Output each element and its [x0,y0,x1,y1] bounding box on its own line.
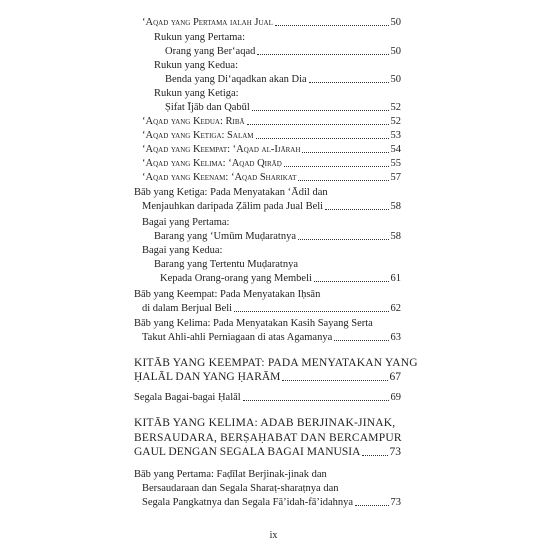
toc-entry-title: GAUL DENGAN SEGALA BAGAI MANUSIA [134,446,361,458]
toc-entry-kitab-5[interactable] [134,445,401,459]
toc-page-number: 63 [390,332,401,343]
toc-entry-aqad-2[interactable] [142,115,401,128]
toc-entry-title: ‘Aqad yang Pertama ialah Jual [142,17,273,28]
dot-leader [243,399,389,401]
toc-page-number: 52 [390,102,401,113]
toc-entry-bab-4[interactable] [142,302,401,315]
dot-leader [362,454,387,456]
toc-page-number: 69 [390,392,401,403]
dot-leader [355,504,388,506]
toc-page-number: 58 [390,201,401,212]
toc-entry-title: Kepada Orang-orang yang Membeli [160,273,312,284]
dot-leader [298,179,388,181]
dot-leader [257,53,388,55]
toc-entry-bab-5[interactable] [142,331,401,344]
toc-entry-title: ḤALĀL DAN YANG ḤARĀM [134,371,281,383]
toc-subheading-bagai-1: Bagai yang Pertama: [142,217,230,228]
toc-entry-title: Benda yang Di‘aqadkan akan Dia [165,74,307,85]
toc-entry-title: Barang yang ‘Umūm Muḍaratnya [154,231,297,242]
toc-entry-title: ‘Aqad yang Kedua: Ribā [142,116,245,127]
toc-subheading-rukun-1: Rukun yang Pertama: [154,32,245,43]
toc-entry-title: di dalam Berjual Beli [142,303,233,314]
dot-leader [252,109,389,111]
toc-entry-orang-beraqad[interactable] [165,45,401,58]
toc-subheading-rukun-3: Rukun yang Ketiga: [154,88,239,99]
toc-entry-title: Segala Pangkatnya dan Segala Fā’idah-fā’idahnya [142,497,354,508]
toc-entry-title: ‘Aqad yang Keempat: ‘Aqad al-Ijārah [142,144,301,155]
toc-entry-bab-3-line-1: Bāb yang Ketiga: Pada Menyatakan ‘Ādil dan [134,187,328,198]
toc-entry-kitab-4[interactable] [134,370,401,384]
toc-entry-aqad-4[interactable] [142,143,401,156]
toc-page-number: 52 [390,116,401,127]
dot-leader [247,123,389,125]
toc-subheading-bagai-2: Bagai yang Kedua: [142,245,223,256]
dot-leader [302,151,388,153]
toc-entry-aqad-1[interactable] [142,16,401,29]
dot-leader [282,379,387,381]
toc-kitab-5-line-2: BERSAUDARA, BERṢAḤABAT DAN BERCAMPUR [134,432,402,444]
dot-leader [314,280,389,282]
toc-entry-title: ‘Aqad yang Keenam: ‘Aqad Sharikat [142,172,297,183]
toc-entry-segala-halal[interactable] [134,391,401,404]
toc-entry-sifat-ijab[interactable] [165,101,401,114]
toc-entry-bab-1[interactable] [142,496,401,509]
dot-leader [298,238,388,240]
toc-page-number: 50 [390,74,401,85]
dot-leader [256,137,389,139]
toc-entry-aqad-3[interactable] [142,129,401,142]
toc-entry-aqad-5[interactable] [142,157,401,170]
toc-page-number: 50 [390,17,401,28]
toc-entry-bab-3[interactable] [142,200,401,213]
toc-page-number: 67 [389,371,401,383]
dot-leader [275,24,389,26]
toc-entry-title: ‘Aqad yang Kelima: ‘Aqad Qirāḍ [142,158,282,169]
page-folio: ix [269,530,278,541]
toc-entry-bab-1-line-2: Bersaudaraan dan Segala Sharaṭ-sharaṭnya dan [142,483,339,494]
toc-entry-title: Menjauhkan daripada Ẓālim pada Jual Beli [142,201,324,212]
toc-entry-title: Ṣifat Ījāb dan Qabūl [165,102,250,113]
toc-page-number: 73 [390,497,401,508]
toc-entry-title: Segala Bagai-bagai Ḥalāl [134,392,241,403]
toc-entry-tertentu-mudarat[interactable] [160,272,401,285]
toc-entry-bab-4-line-1: Bāb yang Keempat: Pada Menyatakan Iḥsān [134,289,321,300]
toc-page-number: 57 [390,172,401,183]
toc-entry-title: Takut Ahli-ahli Perniagaan di atas Agamanya [142,332,333,343]
toc-entry-aqad-6[interactable] [142,171,401,184]
dot-leader [325,208,388,210]
toc-kitab-5-line-1: KITĀB YANG KELIMA: ADAB BERJINAK-JINAK, [134,417,396,429]
toc-page-number: 53 [390,130,401,141]
toc-page-number: 50 [390,46,401,57]
dot-leader [334,339,388,341]
toc-entry-bab-1-line-1: Bāb yang Pertama: Faḍīlat Berjinak-jinak dan [134,469,327,480]
toc-entry-bab-5-line-1: Bāb yang Kelima: Pada Menyatakan Kasih Sayang Serta [134,318,373,329]
dot-leader [284,165,389,167]
toc-page-number: 62 [390,303,401,314]
toc-entry-umum-mudarat[interactable] [154,230,401,243]
toc-subheading-rukun-2: Rukun yang Kedua: [154,60,238,71]
toc-page-number: 54 [390,144,401,155]
toc-page-number: 55 [390,158,401,169]
toc-page-number: 73 [389,446,401,458]
toc-entry-title: ‘Aqad yang Ketiga: Salam [142,130,254,141]
toc-page-number: 58 [390,231,401,242]
dot-leader [309,81,389,83]
dot-leader [234,310,388,312]
toc-page-number: 61 [390,273,401,284]
toc-entry-tertentu-line-1: Barang yang Tertentu Muḍaratnya [154,259,298,270]
toc-entry-title: Orang yang Ber‘aqad [165,46,256,57]
toc-kitab-4-line-1: KITĀB YANG KEEMPAT: PADA MENYATAKAN YANG [134,357,418,369]
toc-entry-benda-diaqadkan[interactable] [165,73,401,86]
